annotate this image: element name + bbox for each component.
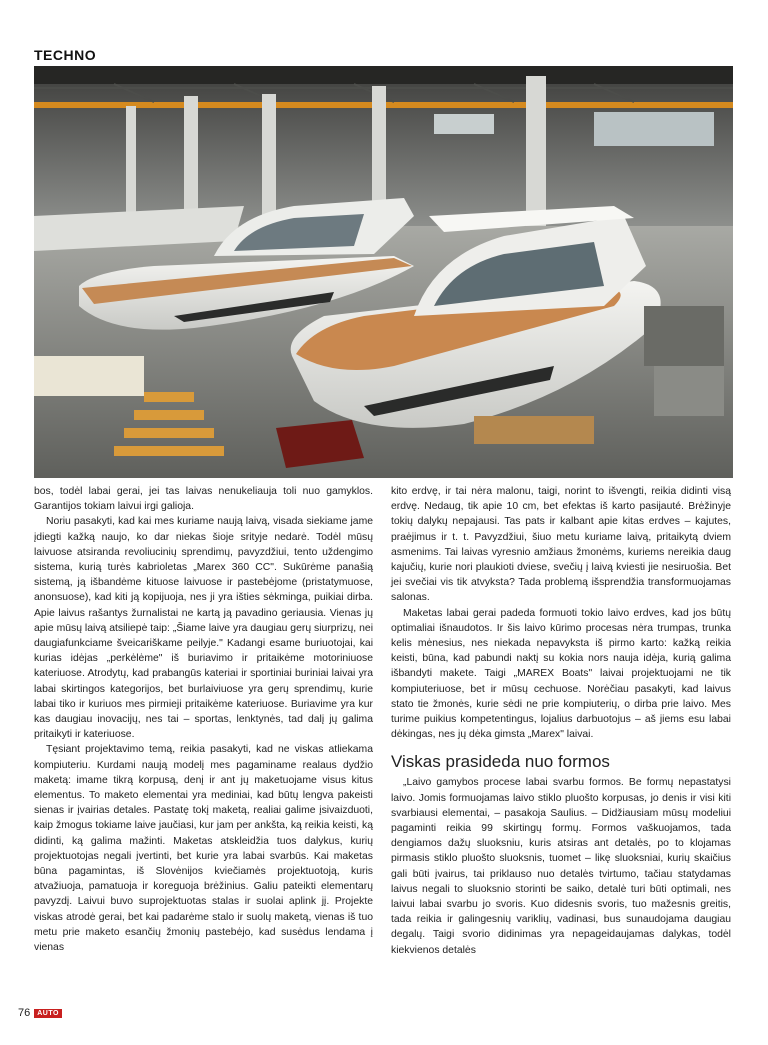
boat-factory-photo [34, 66, 733, 478]
paragraph: bos, todėl labai gerai, jei tas laivas nenukeliauja toli nuo gamyklos. Garantijos tokiam laivui irgi galioja. [34, 486, 373, 513]
paragraph: kito erdvę, ir tai nėra malonu, taigi, norint to išvengti, reikia didinti visą erdvę. Nedaug, tik apie 10 cm, bet efektas iš karto pasijauté. Brėžinyje tokių dalykų nepajausi. Tas pats ir kalbant apie kitas erdves – kajutes, praėjimus ir t. t. Pavyzdžiui, šiuo metu kuriame laivą, pritaikytą dviem asmenims. Tai laivas vyresnio amžiaus žmonėms, kuriems nereikia daug kajučių, kurie nori plaukioti dviese, svečių į laivą kviesti jie nesiruošia. Bet jei svečiai vis tik atvyksta? Tada problemą išsprendžia transformuojamas salonas. [391, 486, 731, 604]
page-number: 76 [18, 1007, 31, 1019]
subheading: Viskas prasideda nuo formos [391, 752, 610, 772]
paragraph: Maketas labai gerai padeda formuoti tokio laivo erdves, kad jos būtų optimaliai išnaudotos. Ir šis laivo kūrimo procesas nėra trumpas, trunka kelis mėnesius, nes niekada nepavyksta iš pirmo karto: kažką reikia keisti, būna, kad pabundi naktį su kokia nors nauja idėja, kurią galima išbandyti makete. Taigi „MAREX Boats" laivai projektuojami ne tik kompiuteriuose, bet ir mūsų cechuose. Norėčiau pasakyti, kad laivus stato tie žmonės, kurie sėdi ne prie kompiuterių, o dirba prie laivo. Mes turime puikius kompetentingus, lojalius darbuotojus – aš jiems esu labai dėkingas, nes jų dėka gimsta „Marex" laivai. [391, 607, 731, 741]
article-right-column [391, 484, 731, 958]
section-label: TECHNO [34, 47, 97, 63]
magazine-logo: AUTO [34, 1009, 62, 1018]
article-left-column [34, 484, 373, 955]
page-footer [18, 1007, 62, 1019]
paragraph: Tęsiant projektavimo temą, reikia pasakyti, kad ne viskas atliekama kompiuteriu. Kurdami naują modelį mes pagaminame realaus dydžio maketą: imame tikrą korpusą, denį ir ant jų maketuojame visus kitus elementus. To maketo elementai yra mediniai, kad būtų lengva pakeisti sienas ir įvairias detales. Pastatę tokį maketą, realiai galime įsivaizduoti, kaip žmogus tokiame laive jaučiasi, kur jam per ankšta, ką reikia keisti, ką didinti, ką galima mažinti. Maketas atskleidžia tuos dalykus, kurių projektuotojas negali įvertinti, bet kurie yra labai svarbūs. Kai maketas būna pagamintas, iš Slovėnijos kviečiamės projektuotoją, kuris atvažiuoja, pamatuoja ir koreguoja brėžinius. Galiu pateikti elementarų pavyzdį. Laivui buvo suprojektuotas stalas ir suolai aplink jį. Projekte viskas atrodė gerai, bet kai padarėme stalo ir suolų maketą, vienas iš tuo metu prie maketo esančių žmonių pastebėjo, kad susėdus lendama į vienas [34, 744, 373, 954]
paragraph: Noriu pasakyti, kad kai mes kuriame naują laivą, visada siekiame jame įdiegti kažką naujo, ko dar niekas šioje srityje nedarė. Todėl mūsų laivuose atsiranda revoliucinių sprendimų, pavyzdžiui, tento uždengimo sistema, kurią turės kabrioletas „Marex 360 CC". Sukūrėme panašią sistemą, ją išbandėme kituose laivuose ir pastebėjome (pristatymuose, anonsuose), kad kiti ją kopijuoja, nes ji yra išties sėkminga, puikiai dirba. Apie laivus rašantys žurnalistai ne kartą ją pavadino geriausia. Vienas jų apie mūsų laivą atsiliepė taip: „Šiame laive yra daugiau gerų siurprizų, nei daugiafunkciame šveicariškame peilyje." Kadangi esame buriuotojai, kai kurias idėjas „perkėlėme" iš buriavimo ir pritaikėme motoriniuose kateriuose. Atrodytų, kad prabangūs kateriai ir sportiniai buriniai laivai yra labai skirtingos kategorijos, bet burlaiviuose yra gerų sprendimų, kurie labai tiko ir kuriuos mes pirmieji pritaikėme kateriuose. Buriavime yra kur kas daugiau inovacijų, nes tai – sportas, lenktynės, tad dalį jų galima pritaikyti ir kateriuose. [34, 516, 373, 741]
paragraph: „Laivo gamybos procese labai svarbu formos. Be formų nepastatysi laivo. Jomis formuojamas laivo stiklo pluošto korpusas, jo denis ir visi kiti svarbiausi elementai, – pasakoja Saulius. – Didžiausiam mūsų modeliui pagaminti reikia 99 skirtingų formų. Formos vaškuojamos, tada dengiamos dažų sluoksniu, kuris atsiras ant detalės, po to klojamas pirmasis stiklo pluošto sluoksnis, tuomet – likę sluoksniai, kurių skaičius gali būti įvairus, tai priklauso nuo detalės tvirtumo, tačiau statydamas laivus negali to sluoksnio storinti be saiko, detalė turi būti optimali, nes laivui labai svarbu jo svoris. Kuo didesnis svoris, tuo mažesnis greitis, tada reikia ir galingesnių variklių, vadinasi, bus sunaudojama daugiau degalų. Taigi svorio didinimas yra nepageidaujamas dalykas, todėl kiekvienos detalės [391, 777, 731, 956]
